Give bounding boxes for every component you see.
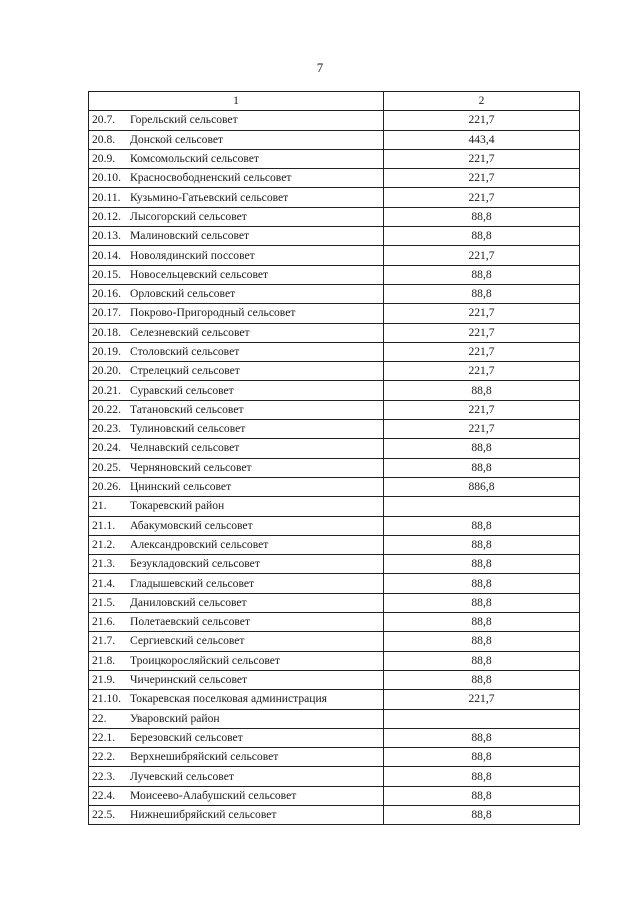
row-name-cell	[89, 690, 384, 709]
table-row	[89, 169, 580, 188]
row-name-cell	[89, 786, 384, 805]
row-name: Токаревская поселковая администрация	[130, 692, 328, 706]
row-value: 221,7	[384, 304, 580, 323]
row-value: 88,8	[384, 593, 580, 612]
row-name: Орловский сельсовет	[130, 287, 236, 301]
table-row	[89, 670, 580, 689]
allocation-table	[88, 91, 580, 825]
row-name-cell	[89, 458, 384, 477]
table-row	[89, 709, 580, 728]
row-name: Селезневский сельсовет	[130, 325, 250, 339]
row-number: 21.7.	[92, 634, 116, 648]
row-value	[384, 709, 580, 728]
row-number: 20.10.	[92, 171, 121, 185]
row-number: 21.3.	[92, 557, 116, 571]
row-value: 88,8	[384, 265, 580, 284]
row-value: 221,7	[384, 362, 580, 381]
row-value: 221,7	[384, 188, 580, 207]
page-number: 7	[316, 60, 324, 75]
row-value: 443,4	[384, 130, 580, 149]
table-row	[89, 728, 580, 747]
row-name: Абакумовский сельсовет	[130, 518, 253, 532]
row-name-cell	[89, 748, 384, 767]
row-name: Цнинский сельсовет	[130, 480, 232, 494]
table-header-row	[89, 92, 580, 111]
row-number: 21.5.	[92, 595, 116, 609]
row-name: Столовский сельсовет	[130, 345, 240, 358]
table-row	[89, 111, 580, 130]
row-name: Челнавский сельсовет	[130, 441, 240, 455]
row-value: 88,8	[384, 670, 580, 689]
row-number: 22.3.	[92, 769, 116, 783]
row-name-cell	[89, 670, 384, 689]
row-name: Полетаевский сельсовет	[130, 615, 251, 629]
row-name-cell	[89, 709, 384, 728]
row-number: 20.7.	[92, 113, 116, 127]
row-value: 88,8	[384, 805, 580, 824]
row-name: Березовский сельсовет	[130, 730, 243, 744]
row-value: 88,8	[384, 767, 580, 786]
row-value: 88,8	[384, 516, 580, 535]
row-name-cell	[89, 188, 384, 207]
table-row	[89, 805, 580, 824]
row-number: 21.8.	[92, 653, 116, 667]
table-row	[89, 420, 580, 439]
row-value: 88,8	[384, 632, 580, 651]
row-name-cell	[89, 439, 384, 458]
row-number: 22.5.	[92, 808, 116, 822]
table-row	[89, 188, 580, 207]
table-row	[89, 304, 580, 323]
row-name: Комсомольский сельсовет	[130, 152, 259, 166]
row-value: 88,8	[384, 786, 580, 805]
row-value: 88,8	[384, 613, 580, 632]
row-value: 221,7	[384, 169, 580, 188]
row-value: 886,8	[384, 477, 580, 496]
row-name: Суравский сельсовет	[130, 383, 234, 397]
row-value: 88,8	[384, 458, 580, 477]
row-value: 88,8	[384, 574, 580, 593]
row-number: 20.14.	[92, 248, 121, 262]
row-name-cell	[89, 516, 384, 535]
row-number: 22.1.	[92, 730, 116, 744]
row-name-cell	[89, 169, 384, 188]
row-name-cell	[89, 420, 384, 439]
table-row	[89, 613, 580, 632]
row-name: Стрелецкий сельсовет	[130, 364, 240, 378]
row-name-cell	[89, 207, 384, 226]
table-row	[89, 381, 580, 400]
table-row	[89, 690, 580, 709]
table-row	[89, 207, 580, 226]
row-name-cell	[89, 477, 384, 496]
row-name: Даниловский сельсовет	[130, 595, 247, 609]
row-value: 88,8	[384, 535, 580, 554]
row-value: 221,7	[384, 246, 580, 265]
row-name-cell	[89, 651, 384, 670]
row-name-cell	[89, 535, 384, 554]
row-value	[384, 497, 580, 516]
row-name-cell	[89, 130, 384, 149]
row-value: 221,7	[384, 342, 580, 361]
row-value: 221,7	[384, 400, 580, 419]
row-value: 221,7	[384, 149, 580, 168]
row-name-cell	[89, 632, 384, 651]
table-row	[89, 342, 580, 361]
row-number: 20.8.	[92, 132, 116, 146]
row-name: Новосельцевский сельсовет	[130, 267, 269, 281]
row-name: Александровский сельсовет	[130, 537, 269, 551]
row-name-cell	[89, 227, 384, 246]
row-value: 221,7	[384, 323, 580, 342]
row-name-cell	[89, 381, 384, 400]
row-value: 88,8	[384, 207, 580, 226]
column-header-2: 2	[384, 92, 580, 111]
table-row	[89, 535, 580, 554]
row-name: Малиновский сельсовет	[130, 229, 250, 243]
row-number: 21.2.	[92, 537, 116, 551]
row-name: Донской сельсовет	[130, 132, 224, 146]
row-value: 88,8	[384, 651, 580, 670]
row-value: 88,8	[384, 728, 580, 747]
row-name: Новолядинский поссовет	[130, 248, 255, 262]
row-name: Татановский сельсовет	[130, 402, 244, 416]
table-row	[89, 362, 580, 381]
row-number: 20.26.	[92, 480, 121, 494]
row-value: 221,7	[384, 420, 580, 439]
row-name-cell	[89, 265, 384, 284]
row-value: 221,7	[384, 690, 580, 709]
table-row	[89, 439, 580, 458]
row-number: 20.18.	[92, 325, 121, 339]
row-name: Сергиевский сельсовет	[130, 634, 245, 648]
row-name-cell	[89, 728, 384, 747]
row-name: Красносвободненский сельсовет	[130, 171, 292, 185]
row-name: Безукладовский сельсовет	[130, 557, 260, 571]
row-name: Верхнешибряйский сельсовет	[130, 750, 279, 764]
table-row	[89, 651, 580, 670]
row-number: 20.12.	[92, 209, 121, 223]
row-name-cell	[89, 613, 384, 632]
row-name-cell	[89, 574, 384, 593]
row-name-cell	[89, 304, 384, 323]
row-number: 20.20.	[92, 364, 121, 378]
table-row	[89, 516, 580, 535]
row-name: Кузьмино-Гатьевский сельсовет	[130, 190, 289, 204]
row-name-cell	[89, 362, 384, 381]
table-row	[89, 555, 580, 574]
row-value: 88,8	[384, 381, 580, 400]
row-number: 20.15.	[92, 267, 121, 281]
row-name: Лучевский сельсовет	[130, 769, 234, 783]
table-row	[89, 593, 580, 612]
row-number: 20.21.	[92, 383, 121, 397]
table-row	[89, 632, 580, 651]
table-row	[89, 284, 580, 303]
row-name-cell	[89, 149, 384, 168]
row-name-cell	[89, 342, 384, 361]
row-value: 88,8	[384, 439, 580, 458]
row-number: 22.2.	[92, 750, 116, 764]
row-name: Гладышевский сельсовет	[130, 576, 255, 590]
row-name-cell	[89, 400, 384, 419]
row-name-cell	[89, 593, 384, 612]
row-name: Уваровский район	[130, 711, 220, 725]
row-value: 88,8	[384, 284, 580, 303]
row-value: 88,8	[384, 555, 580, 574]
row-number: 20.13.	[92, 229, 121, 243]
row-name: Троицкоросляйский сельсовет	[130, 653, 280, 667]
row-name-cell	[89, 497, 384, 516]
row-name-cell	[89, 284, 384, 303]
row-number: 21.1.	[92, 518, 116, 532]
row-number: 20.25.	[92, 460, 121, 474]
row-number: 20.24.	[92, 441, 121, 455]
table-row	[89, 400, 580, 419]
table-row	[89, 130, 580, 149]
table-row	[89, 265, 580, 284]
row-name: Покрово-Пригородный сельсовет	[130, 306, 296, 320]
table-row	[89, 149, 580, 168]
row-number: 20.16.	[92, 287, 121, 301]
row-name: Лысогорский сельсовет	[130, 209, 247, 223]
row-number: 20.23.	[92, 422, 121, 436]
row-name: Горельский сельсовет	[130, 113, 238, 127]
row-name-cell	[89, 805, 384, 824]
row-value: 88,8	[384, 227, 580, 246]
table-row	[89, 458, 580, 477]
table-row	[89, 574, 580, 593]
row-number: 20.22.	[92, 402, 121, 416]
table-row	[89, 246, 580, 265]
row-number: 21.4.	[92, 576, 116, 590]
row-name-cell	[89, 555, 384, 574]
row-number: 20.17.	[92, 306, 121, 320]
table-row	[89, 748, 580, 767]
row-value: 221,7	[384, 111, 580, 130]
row-name-cell	[89, 767, 384, 786]
row-number: 21.	[92, 499, 107, 513]
row-number: 21.10.	[92, 692, 121, 706]
table-row	[89, 477, 580, 496]
row-name: Чичеринский сельсовет	[130, 673, 248, 687]
row-name-cell	[89, 323, 384, 342]
row-name: Черняновский сельсовет	[130, 460, 252, 474]
row-number: 21.6.	[92, 615, 116, 629]
table-row	[89, 227, 580, 246]
table-row	[89, 767, 580, 786]
row-number: 20.19.	[92, 345, 121, 358]
row-name-cell	[89, 246, 384, 265]
row-number: 20.9.	[92, 152, 116, 166]
table-row	[89, 323, 580, 342]
row-number: 22.	[92, 711, 107, 725]
row-number: 20.11.	[92, 190, 121, 204]
row-name-cell	[89, 111, 384, 130]
row-name: Токаревский район	[130, 499, 225, 513]
table-row	[89, 497, 580, 516]
row-name: Тулиновский сельсовет	[130, 422, 246, 436]
row-name: Моисеево-Алабушский сельсовет	[130, 788, 297, 802]
column-header-1: 1	[89, 92, 384, 111]
row-name: Нижнешибряйский сельсовет	[130, 808, 277, 822]
row-value: 88,8	[384, 748, 580, 767]
table-row	[89, 786, 580, 805]
row-number: 21.9.	[92, 673, 116, 687]
row-number: 22.4.	[92, 788, 116, 802]
